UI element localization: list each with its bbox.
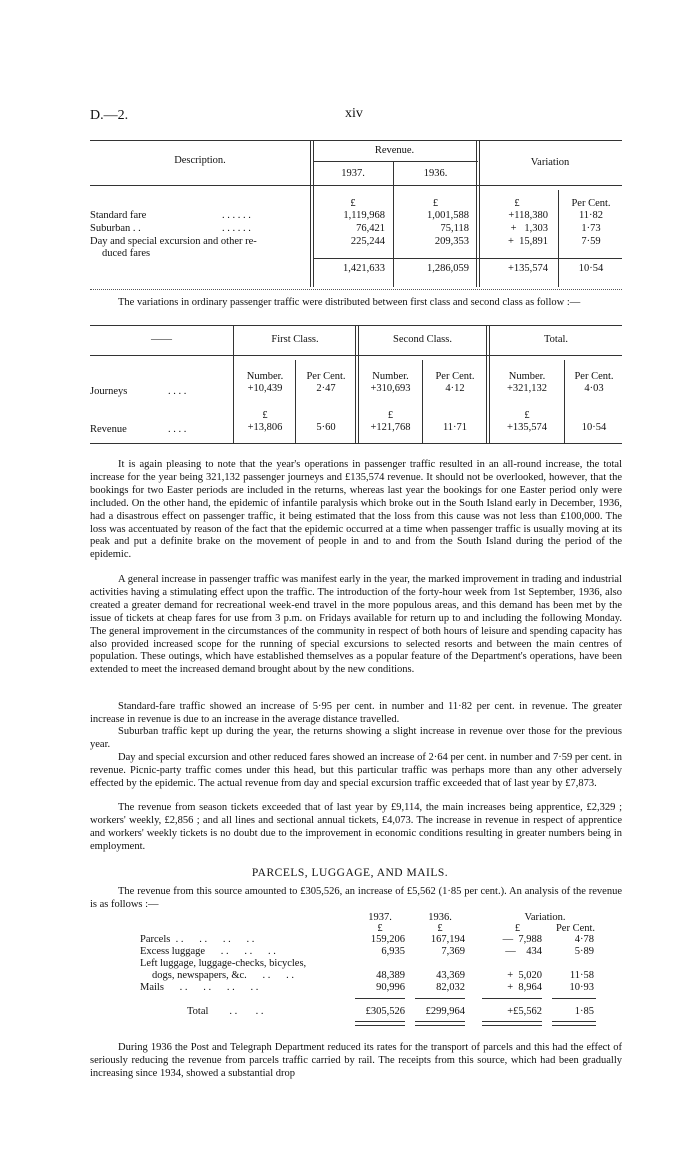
variation-percent: 10·93 — [569, 982, 594, 993]
table-rule — [558, 190, 559, 287]
total-variation: +135,574 — [507, 263, 548, 274]
value-1937: 6,935 — [381, 946, 405, 957]
table-rule — [393, 161, 394, 287]
unit-label: £ — [524, 410, 530, 421]
second-class-number: +310,693 — [370, 383, 411, 394]
row-label: Standard fare — [90, 210, 147, 221]
table-rule — [422, 360, 423, 443]
value-1936: 209,353 — [434, 236, 469, 247]
table-rule — [90, 140, 622, 141]
percent-header: Per Cent. — [435, 371, 475, 382]
total-variation: +£5,562 — [507, 1006, 542, 1017]
double-rule — [552, 1021, 596, 1026]
percent-header: Per Cent. — [574, 371, 614, 382]
double-rule — [355, 1021, 405, 1026]
table-rule — [233, 325, 234, 443]
sum-rule — [552, 998, 596, 999]
variation-percent: 4·78 — [574, 934, 594, 945]
value-1936: 43,369 — [436, 970, 465, 981]
value-1937: 225,244 — [350, 236, 385, 247]
row-label: dogs, newspapers, &c. . . . . — [152, 970, 295, 981]
table-rule — [313, 258, 622, 259]
row-label: Revenue — [90, 424, 127, 435]
value-1937: 90,996 — [376, 982, 405, 993]
body-paragraph: A general increase in passenger traffic was manifest early in the year, the marked improvement in trading and industrial activities having a stimulating effect upon the traffic. The introduction of the forty-hour week from 1st September, 1936, also created a greater demand for recreational week-end travel in the more populous areas, and this demand has been met by the issue of tickets at cheap fares for use from 3 p.m. on Fridays available for return up to and including the following Monday. The general improvement in the circumstances of the community in respect of both hours of leisure and spending capacity has also provided increased scope for the running of special excursions to selected resorts and between the main centres of population. These outings, which have established themselves as a popular feature of the Department's operations, have been extended to meet the increased demand brought about by the new conditions. — [90, 574, 622, 676]
body-paragraph: The revenue from season tickets exceeded that of last year by £9,114, the main increases being apprentice, £2,329 ; workers' weekly, £2,856 ; and all lines and sectional annual tickets, £4,073. The increase in revenue in respect of apprentice and workers' weekly tickets is no doubt due to the improvement in economic conditions resulting in greater numbers being in employment. — [90, 802, 622, 852]
variation-value: + 15,891 — [507, 236, 548, 247]
number-header: Number. — [246, 371, 284, 382]
leader-dots: . . . . — [168, 424, 187, 435]
total-percent: 10·54 — [581, 422, 607, 433]
unit-label: £ — [387, 410, 394, 421]
sum-rule — [415, 998, 465, 999]
table-rule — [90, 443, 622, 444]
variation-percent: 5·89 — [574, 946, 594, 957]
leader-dots: . . . . . . — [222, 223, 251, 234]
year-1937-header: 1937. — [341, 168, 365, 179]
unit-label: £ — [262, 410, 268, 421]
first-class-percent: 5·60 — [316, 422, 336, 433]
value-1937: 48,389 — [376, 970, 405, 981]
body-paragraph: It is again pleasing to note that the year's operations in passenger traffic resulted in an all-round increase, the total increase for the year being 321,132 passenger journeys and £135,574 revenue. It should not be overlooked, however, that the bookings for two Easter periods are included in the returns, whereas last year the bookings for one Easter period only were included. On the other hand, the epidemic of infantile paralysis which broke out in the South Island early in December, 1936, had a disastrous effect on passenger traffic, it being estimated that the loss from this cause was not less than £100,000. The loss was accentuated by reason of the fact that the epidemic occurred at a time when passenger traffic is usually moving at its peak and put a definite brake on the movement of people in and to and from the South Island during the period of the epidemic. — [90, 459, 622, 561]
unit-label: £ — [437, 923, 443, 934]
unit-label: £ — [514, 923, 521, 934]
body-paragraph: Suburban traffic kept up during the year, the returns showing a slight increase in revenue over those for the previous year. — [90, 726, 622, 750]
total-header: Total. — [543, 334, 569, 345]
total-percent: 1·85 — [574, 1006, 594, 1017]
variation-percent: 7·59 — [581, 236, 601, 247]
body-paragraph: Day and special excursion and other reduced fares showed an increase of 2·64 per cent. in number and 7·59 per cent. in revenue. Picnic-party traffic comes under this head, but this particular traffic was perhaps more than any other adversely effected by the epidemic. The actual revenue from day and special excursion traffic exceeded that of last year by £7,873. — [90, 752, 622, 789]
second-class-percent: 11·71 — [442, 422, 468, 433]
intro-paragraph: The variations in ordinary passenger traffic were distributed between first class and second class as follow :— — [118, 297, 581, 308]
variation-value: + 5,020 — [507, 970, 542, 981]
row-label: Excess luggage . . . . . . — [140, 946, 276, 957]
table-rule — [564, 360, 565, 443]
variation-value: + 8,964 — [507, 982, 542, 993]
variation-percent: 1·73 — [581, 223, 601, 234]
double-rule — [415, 1021, 465, 1026]
table-rule — [313, 161, 478, 162]
total-1937: £305,526 — [365, 1006, 405, 1017]
unit-label: £ — [350, 198, 356, 209]
variation-value: — 434 — [505, 946, 542, 957]
variation-value: + 1,303 — [510, 223, 548, 234]
table-rule — [90, 185, 622, 186]
total-1936: £299,964 — [425, 1006, 465, 1017]
row-label: Suburban . . — [90, 223, 141, 234]
unit-label: Per Cent. — [555, 923, 596, 934]
number-header: Number. — [508, 371, 546, 382]
first-class-percent: 2·47 — [316, 383, 336, 394]
row-label: Parcels . . . . . . . . — [140, 934, 255, 945]
total-1936: 1,286,059 — [427, 263, 469, 274]
year-1936-header: 1936. — [423, 168, 448, 179]
unit-label: £ — [432, 198, 439, 209]
value-1936: 75,118 — [440, 223, 469, 234]
row-label: Left luggage, luggage-checks, bicycles, — [140, 958, 307, 969]
second-class-percent: 4·12 — [445, 383, 465, 394]
total-percent: 4·03 — [584, 383, 604, 394]
value-1937: 76,421 — [356, 223, 385, 234]
sum-rule — [482, 998, 542, 999]
row-label: Mails . . . . . . . . — [140, 982, 259, 993]
leader-dots: . . . . — [168, 386, 187, 397]
total-1937: 1,421,633 — [343, 263, 385, 274]
blank-header-dash: —— — [151, 334, 172, 345]
page-number: xiv — [345, 106, 363, 121]
sum-rule — [355, 998, 405, 999]
leader-dots: . . . . . . — [222, 210, 251, 221]
document-reference: D.—2. — [90, 108, 129, 123]
value-1937: 1,119,968 — [343, 210, 385, 221]
first-class-header: First Class. — [271, 334, 319, 345]
total-percent: 10·54 — [578, 263, 604, 274]
second-class-number: +121,768 — [370, 422, 411, 433]
value-1936: 82,032 — [436, 982, 465, 993]
value-1936: 167,194 — [430, 934, 465, 945]
variation-header: Variation. — [524, 912, 566, 923]
section-intro: The revenue from this source amounted to £305,526, an increase of £5,562 (1·85 per cent.). An analysis of the revenue is as follows :— — [90, 886, 622, 910]
closing-paragraph: During 1936 the Post and Telegraph Department reduced its rates for the transport of parcels and this had the effect of seriously reducing the revenue from parcels traffic carried by rail. The receipts from this source, which had been gradually increasing since 1934, showed a substantial drop — [90, 1042, 622, 1079]
section-heading: PARCELS, LUGGAGE, AND MAILS. — [251, 867, 449, 879]
row-label-continued: duced fares — [102, 248, 151, 259]
first-class-number: +10,439 — [247, 383, 283, 394]
variation-percent: 11·82 — [578, 210, 604, 221]
description-header: Description. — [174, 155, 226, 166]
body-paragraph: Standard-fare traffic showed an increase of 5·95 per cent. in number and 11·82 per cent. in revenue. The greater increase in revenue is due to an increase in the average distance travelled. — [90, 701, 622, 725]
variation-header: Variation — [530, 157, 570, 168]
double-rule — [482, 1021, 542, 1026]
value-1936: 7,369 — [441, 946, 465, 957]
percent-header: Per Cent. — [306, 371, 346, 382]
number-header: Number. — [372, 371, 409, 382]
first-class-number: +13,806 — [247, 422, 283, 433]
revenue-header: Revenue. — [374, 145, 415, 156]
value-1937: 159,206 — [370, 934, 405, 945]
unit-label: Per Cent. — [571, 198, 611, 209]
table-rule — [295, 360, 296, 443]
unit-label: £ — [377, 923, 383, 934]
variation-percent: 11·58 — [569, 970, 594, 981]
table-rule — [90, 289, 622, 290]
variation-value: — 7,988 — [502, 934, 542, 945]
row-label: Day and special excursion and other re- — [90, 236, 257, 247]
value-1936: 1,001,588 — [427, 210, 469, 221]
total-number: +135,574 — [506, 422, 548, 433]
year-1936-header: 1936. — [428, 912, 452, 923]
total-number: +321,132 — [506, 383, 548, 394]
unit-label: £ — [514, 198, 520, 209]
year-1937-header: 1937. — [368, 912, 392, 923]
second-class-header: Second Class. — [393, 334, 452, 345]
row-label: Journeys — [90, 386, 128, 397]
total-label: Total . . . . — [187, 1006, 264, 1017]
variation-value: +118,380 — [508, 210, 548, 221]
